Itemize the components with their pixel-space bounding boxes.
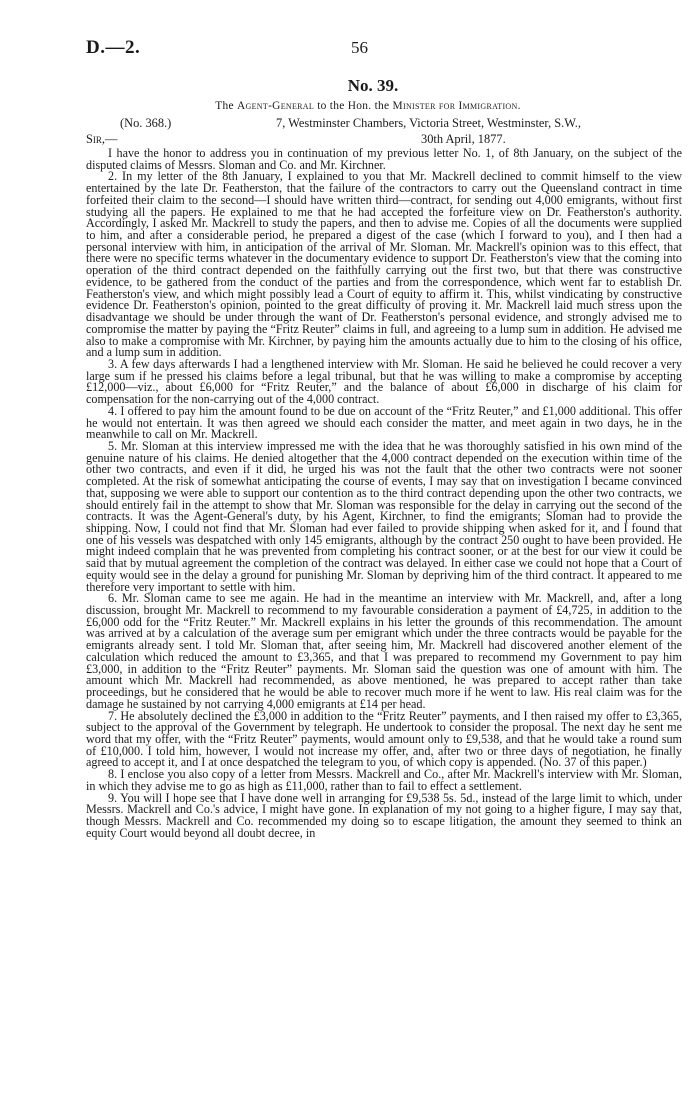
document-code: D.—2. bbox=[86, 37, 141, 58]
paragraph: 4. I offered to pay him the amount found to be due on account of the “Fritz Reuter,” and £1,000 additional. This offer he would not entertain. It was then agreed we should each consider the matter, and meet again in two days, he in the meanwhile to call on Mr. Mackrell. bbox=[86, 403, 682, 442]
paragraph: 5. Mr. Sloman at this interview impressed me with the idea that he was thoroughly satisfied in his own mind of the genuine nature of his claims. He denied altogether that the 4,000 contract depended on the execution within time of the other two contracts, and even if it did, he urged his was not the fault that the other two contracts were not sooner completed. At the risk of somewhat anticipating the course of events, I may say that on investigation I became convinced that, supposing we were able to support our contention as to the third contract depending upon the other two contracts, we should entirely fail in the attempt to show that Mr. Sloman was responsible for the delay in carrying out the second of the contracts. It was the Agent-General's duty, by his Agent, Kirchner, to find the emigrants; Sloman had to provide the shipping. Now, I could not find that Mr. Sloman had ever failed to provide shipping when asked for it, and I found that one of his vessels was despatched with only 145 emigrants, although by the contract 250 ought to have been provided. He might indeed complain that he was prevented from completing his contract sooner, or at the best for our view it could be said that by mutual agreement the completion of the contract was delayed. In either case we could not hope that a Court of equity would see in the delay a ground for punishing Mr. Sloman by depriving him of the third contract. It appeared to me therefore very important to settle with him. bbox=[86, 438, 682, 594]
paragraph: 2. In my letter of the 8th January, I explained to you that Mr. Mackrell declined to commit himself to the view entertained by the late Dr. Featherston, that the failure of the contractors to carry out the Queensland contract in time forfeited their claim to the second—I should have written third—contract, for sending out 4,000 emigrants, without first studying all the papers. He explained to me that he had accepted the forfeiture view on Dr. Featherston's authority. Accordingly, I asked Mr. Mackrell to study the papers, and then to advise me. Copies of all the documents were supplied to him, and after a considerable period, he prepared a digest of the case (which I forward to you), and I then had a personal interview with him, in anticipation of the arrival of Mr. Sloman. Mr. Mackrell's opinion was to this effect, that there were no specific terms whatever in the documentary evidence to support Dr. Featherston's view that the coming into operation of the third contract depended on the faithfully carrying out the first two, but that there was constructive evidence, to be gathered from the conduct of the parties and from the correspondence, which went far to establish Dr. Featherston's view, and which might possibly lead a Court of equity to affirm it. This, whilst vindicating by constructive evidence Dr. Featherston's opinion, pointed to the great difficulty of proving it. Mr. Mackrell laid much stress upon the disadvantage we should be under through the want of Dr. Featherston's personal evidence, and strongly advised me to compromise the matter by paying the “Fritz Reuter” claims in full, and agreeing to a lump sum in addition. He advised me also to make a compromise with Mr. Kirchner, by paying him the amounts actually due to him to the closing of his office, and a lump sum in addition. bbox=[86, 169, 682, 360]
letter-heading bbox=[0, 100, 700, 112]
letter-reference: (No. 368.) bbox=[120, 116, 172, 130]
heading-from: Agent-General bbox=[237, 100, 315, 112]
heading-prefix: The bbox=[215, 100, 238, 112]
paragraph: 9. You will I hope see that I have done well in arranging for £9,538 5s. 5d., instead of the large limit to which, under Messrs. Mackrell and Co.'s advice, I might have gone. In explanation of my not going to a higher figure, I may say that, though Messrs. Mackrell and Co. recommended my doing so to escape litigation, the amount they seemed to think an equity Court would beyond all doubt decree, in bbox=[86, 790, 682, 840]
paragraph: 3. A few days afterwards I had a lengthened interview with Mr. Sloman. He said he believed he could recover a very large sum if he pressed his claims before a legal tribunal, but that he was willing to make a compromise by accepting £12,000—viz., about £6,000 for “Fritz Reuter,” and the balance of about £6,000 in discharge of his claim for compensation for the non-carrying out of the 4,000 contract. bbox=[86, 356, 682, 407]
paragraph: 7. He absolutely declined the £3,000 in addition to the “Fritz Reuter” payments, and I then raised my offer to £3,365, subject to the approval of the Government by telegraph. He undertook to consider the proposal. The next day he sent me word that my offer, with the “Fritz Reuter” payments, would amount only to £9,538, and that he would take a round sum of £10,000. I told him, however, I would not increase my offer, and, after two or three days of negotiation, he finally agreed to accept it, and I at once despatched the telegram to you, of which copy is appended. (No. 37 of this paper.) bbox=[86, 708, 682, 770]
letter-date: 30th April, 1877. bbox=[421, 132, 506, 146]
heading-to: Minister for Immigration bbox=[392, 100, 518, 112]
page-number: 56 bbox=[351, 38, 368, 57]
paragraph: I have the honor to address you in continuation of my previous letter No. 1, of 8th January, on the subject of the disputed claims of Messrs. Sloman and Co. and Mr. Kirchner. bbox=[86, 146, 682, 172]
heading-suffix: . bbox=[517, 100, 521, 112]
page-header bbox=[86, 37, 640, 61]
letter-number: No. 39. bbox=[347, 76, 399, 95]
salutation: Sir,— bbox=[86, 132, 118, 146]
sender-address: 7, Westminster Chambers, Victoria Street, Westminster, S.W., bbox=[276, 116, 582, 130]
paragraph: 8. I enclose you also copy of a letter from Messrs. Mackrell and Co., after Mr. Mackrell's interview with Mr. Sloman, in which they advise me to go as high as £11,000, rather than to fail to effect a settlement. bbox=[86, 767, 682, 793]
heading-to-text: to the Hon. the bbox=[314, 100, 393, 112]
letter-body bbox=[86, 148, 682, 839]
paragraph: 6. Mr. Sloman came to see me again. He had in the meantime an interview with Mr. Mackrell, and, after a long discussion, brought Mr. Mackrell to recommend to my favourable consideration a payment of £4,725, in addition to the £6,000 odd for the “Fritz Reuter.” Mr. Mackrell explains in his letter the grounds of this recommendation. The amount was arrived at by a calculation of the average sum per emigrant which under the three contracts would be payable for the emigrants already sent. I told Mr. Sloman that, after seeing him, Mr. Mackrell had discovered another element of the calculation which reduced the amount to £3,365, and that I was prepared to recommend my Government to pay him £3,000, in addition to the “Fritz Reuter” payments. Mr. Sloman said the question was one of amount with him. The amount which Mr. Mackrell had recommended, as above mentioned, he was prepared to accept rather than take proceedings, but he considered that he would be able to recover much more if he went to law. His real claim was for the damage he sustained by not carrying 4,000 emigrants at £14 per head. bbox=[86, 591, 682, 711]
